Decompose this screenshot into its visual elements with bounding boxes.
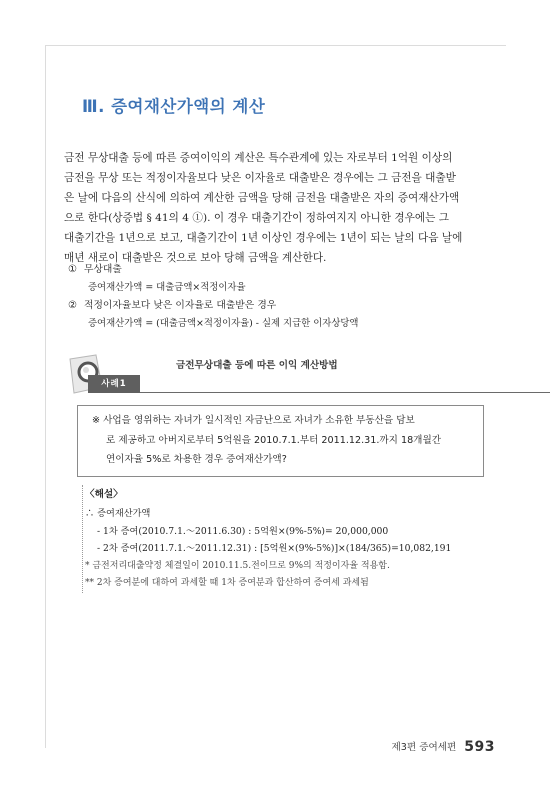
intro-line: 으로 한다(상증법 § 41의 4 ①). 이 경우 대출기간이 정하여지지 아니한 경우에는 그 (64, 212, 449, 225)
intro-paragraph (64, 148, 484, 269)
question-line: 연이자율 5%로 차용한 경우 증여재산가액? (106, 454, 287, 465)
formula-text: 증여재산가액 = (대출금액×적정이자율) - 실제 지급한 이자상당액 (88, 318, 359, 329)
solution-heading: 〈해설〉 (85, 489, 123, 500)
example-question (92, 411, 478, 470)
solution-block (82, 485, 493, 593)
item-title: 무상대출 (84, 264, 122, 275)
solution-note: ** 2차 증여분에 대하여 과세할 때 1차 증여분과 합산하여 증여세 과세됨 (85, 578, 369, 588)
solution-line: ∴ 증여재산가액 (85, 508, 151, 519)
intro-line: 금전을 무상 또는 적정이자율보다 낮은 이자율로 대출받은 경우에는 그 금전을 대출받 (64, 172, 456, 185)
example-header (66, 353, 486, 399)
formula-text: 증여재산가액 = 대출금액×적정이자율 (88, 282, 246, 293)
solution-note: * 금전저리대출약정 체결일이 2010.11.5.전이므로 9%의 적정이자율 적용함. (85, 560, 390, 571)
formula-item-head (68, 261, 488, 279)
example-question-box (77, 405, 484, 477)
page-footer (392, 739, 496, 755)
example-header-rule (140, 392, 550, 393)
formula-item-head (68, 297, 488, 315)
question-line: 로 제공하고 아버지로부터 5억원을 2010.7.1.부터 2011.12.31.까지 18개월간 (106, 434, 441, 446)
item-marker: ① (68, 264, 77, 275)
footer-part-label: 제3편 증여세편 (391, 742, 457, 753)
intro-line: 금전 무상대출 등에 따른 증여이익의 계산은 특수관계에 있는 자로부터 1억원 이상의 (64, 152, 453, 164)
question-line: ※ 사업을 영위하는 자녀가 일시적인 자금난으로 자녀가 소유한 부동산을 담보 (92, 415, 415, 426)
page-number: 593 (464, 739, 495, 755)
item-marker: ② (68, 300, 77, 311)
solution-line: - 2차 증여(2011.7.1.～2011.12.31) : [5억원×(9%-5%)]×(184/365)=10,082,191 (97, 543, 452, 554)
intro-line: 은 날에 다음의 산식에 의하여 계산한 금액을 당해 금전을 대출받은 자의 증여재산가액 (64, 192, 460, 205)
example-title: 금전무상대출 등에 따른 이익 계산방법 (176, 360, 338, 371)
intro-line: 대출기간을 1년으로 보고, 대출기간이 1년 이상인 경우에는 1년이 되는 날의 다음 날에 (64, 232, 463, 245)
item-title: 적정이자율보다 낮은 이자율로 대출받은 경우 (84, 300, 277, 311)
intro-line: 매년 새로이 대출받은 것으로 보아 당해 금액을 계산한다. (64, 252, 327, 265)
formula-list (68, 261, 488, 333)
section-title: Ⅲ. 증여재산가액의 계산 (82, 97, 266, 116)
solution-line: - 1차 증여(2010.7.1.～2011.6.30) : 5억원×(9%-5%)= 20,000,000 (97, 525, 389, 537)
example-tab-label: 사례1 (88, 375, 140, 393)
